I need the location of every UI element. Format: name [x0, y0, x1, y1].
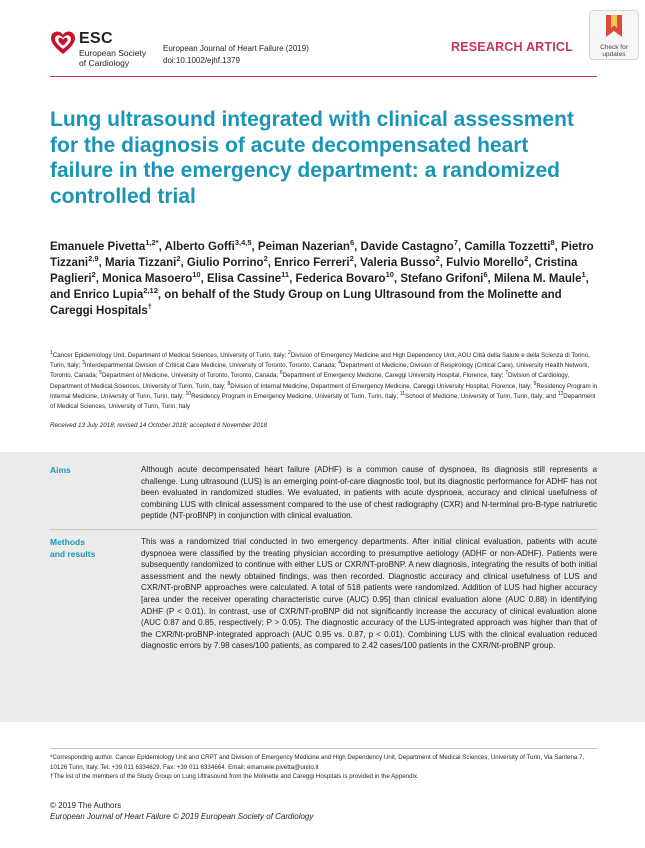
affiliation-number: 11 — [399, 390, 405, 397]
journal-meta — [163, 43, 309, 67]
author-affiliation-mark: 2,12 — [143, 286, 158, 296]
affiliation-number: 10 — [185, 390, 192, 397]
author-affiliation-mark: 2,9 — [88, 254, 99, 264]
affiliation-text: Residency Program in Internal Medicine, University of Turin, Turin, Italy; — [50, 382, 598, 400]
affiliation-number: 4 — [338, 360, 341, 367]
author-affiliation-mark: 6 — [483, 270, 488, 280]
author-affiliation-mark: 6 — [349, 238, 355, 248]
author-affiliation-mark: 10 — [385, 270, 394, 280]
author-name: Milena M. Maule — [493, 273, 582, 285]
author-name: Emanuele Pivetta — [50, 241, 146, 253]
logo-text: ESC — [79, 30, 113, 47]
copyright — [50, 800, 313, 822]
affiliation-number: 9 — [533, 380, 537, 387]
check-for-updates-badge[interactable]: Check for updates — [589, 10, 639, 60]
author-separator: , — [267, 257, 275, 269]
study-group-note: †The list of the members of the Study Group on Lung Ultrasound from the Molinette and Careggi Hospitals is provided in the Appendix. — [50, 773, 419, 781]
author-separator: , — [393, 273, 401, 285]
author-name: Enrico Ferreri — [274, 257, 350, 269]
footnotes — [50, 753, 600, 782]
abstract-divider — [50, 529, 597, 530]
article-title: Lung ultrasound integrated with clinical assessment for the diagnosis of acute decompensated heart failure in the emergency department: a randomized controlled trial — [50, 108, 574, 208]
author-name: Cristina Paglieri — [50, 257, 578, 285]
header-rule — [50, 76, 597, 77]
author-affiliation-mark: 2 — [91, 270, 96, 280]
author-separator: , — [439, 257, 447, 269]
author-affiliation-mark: 3,4,5 — [234, 238, 252, 248]
author-separator: , — [98, 257, 105, 269]
author-affiliation-mark: 10 — [192, 270, 201, 280]
author-separator: , — [353, 257, 361, 269]
author-affiliation-mark: 2 — [176, 254, 181, 264]
methods-heading: Methods and results — [50, 537, 96, 559]
author-name: Pietro Tizzani — [50, 241, 594, 269]
affiliation-number: 3 — [82, 360, 85, 367]
author-separator: , — [487, 273, 494, 285]
affiliation-text: Division of Emergency Medicine and High Dependency Unit, AOU Città della Salute e della Scienza di Torino, Turin, Italy; — [50, 352, 590, 370]
author-separator: , — [585, 273, 589, 285]
heart-logo-icon — [50, 30, 76, 56]
bookmark-icon — [603, 14, 625, 38]
doi-link[interactable]: doi:10.1002/ejhf.1379 — [163, 56, 240, 65]
copyright-line: © 2019 The Authors — [50, 801, 122, 810]
aims-text: Although acute decompensated heart failure (ADHF) is a common cause of dyspnoea, its diagnosis still represents a challenge. Lung ultrasound (LUS) is an emerging point-of-care diagnostic tool, but its diagnostic performance for ADHF has not been evaluated in randomized studies. We evaluated, in patients with acute dyspnoea, accuracy and clinical usefulness of combining LUS with clinical assessment compared to the use of chest radiography (CXR) and N-terminal pro-B-type natriuretic peptide (NT-proBNP) in conjunction with clinical evaluation. — [141, 465, 597, 521]
author-separator: , — [554, 241, 562, 253]
author-separator: , — [200, 273, 207, 285]
affiliations — [50, 351, 600, 412]
journal-copyright-line: European Journal of Heart Failure © 2019 European Society of Cardiology — [50, 812, 314, 821]
author-name: Maria Tizzani — [104, 257, 177, 269]
affiliation-text: Interdepartmental Division of Critical Care Medicine, University of Toronto, Toronto, Canada; — [84, 362, 339, 370]
affiliation-number: 1 — [50, 349, 53, 356]
article-dates: Received 13 July 2018; revised 14 October 2018; accepted 6 November 2018 — [50, 422, 268, 429]
author-list — [50, 239, 600, 319]
author-group: on behalf of the Study Group on Lung Ultrasound from the Molinette and Careggi Hospitals — [50, 289, 562, 317]
author-name: Federica Bovaro — [295, 273, 386, 285]
author-separator: , — [95, 273, 103, 285]
author-affiliation-mark: 1 — [581, 270, 586, 280]
author-separator: , — [157, 289, 165, 301]
author-name: Camilla Tozzetti — [464, 241, 551, 253]
author-name: Monica Masoero — [102, 273, 193, 285]
author-affiliation-mark: 11 — [281, 270, 290, 280]
author-name: Peiman Nazerian — [257, 241, 350, 253]
esc-logo — [50, 28, 162, 70]
author-affiliation-mark: 2 — [524, 254, 529, 264]
author-separator: , — [180, 257, 187, 269]
affiliation-number: 2 — [288, 349, 291, 356]
affiliation-number: 6 — [279, 370, 283, 377]
author-affiliation-mark: 7 — [453, 238, 459, 248]
author-separator: , — [251, 241, 258, 253]
article-type-label: RESEARCH ARTICL — [451, 40, 573, 54]
footnote-rule — [50, 748, 597, 749]
author-affiliation-mark: 2 — [349, 254, 354, 264]
affiliation-text: Department of Medicine, Division of Respirology (Critical Care), University Health Network, Toronto, Canada; — [50, 362, 590, 380]
affiliation-text: Department of Emergency Medicine, Careggi University Hospital, Florence, Italy; — [282, 372, 506, 380]
author-affiliation-mark: 2 — [435, 254, 440, 264]
affiliation-text: School of Medicine, University of Turin, Turin, Italy; and — [405, 392, 558, 400]
aims-heading: Aims — [50, 465, 71, 475]
author-affiliation-mark: 8 — [550, 238, 555, 248]
affiliation-number: 5 — [99, 370, 102, 377]
affiliation-text: Division of Cardiology, Department of Medical Sciences, University of Turin, Turin, Italy; — [50, 372, 570, 390]
affiliation-text: Department of Medical Sciences, University of Turin, Turin, Italy — [50, 392, 596, 411]
affiliation-text: Division of Internal Medicine, Department of Emergency Medicine, Careggi University Hospital, Florence, Italy; — [230, 382, 534, 390]
author-separator: , — [528, 257, 535, 269]
affiliation-text: Cancer Epidemiology Unit, Department of Medical Sciences, University of Turin, Italy; — [52, 352, 289, 359]
author-group-mark: † — [147, 302, 152, 312]
affiliation-text: Department of Medicine, University of Toronto, Toronto, Canada; — [101, 372, 280, 380]
author-affiliation-mark: 2 — [263, 254, 268, 264]
affiliation-text: Residency Program in Emergency Medicine, University of Turin, Turin, Italy; — [191, 392, 400, 400]
author-separator: , — [458, 241, 465, 253]
affiliation-number: 7 — [505, 370, 508, 377]
author-name: Elisa Cassine — [206, 273, 282, 285]
author-name: and Enrico Lupia — [50, 289, 144, 301]
author-name: Stefano Grifoni — [400, 273, 484, 285]
author-separator: , — [289, 273, 296, 285]
methods-results-text: This was a randomized trial conducted in two emergency departments. After initial clinical evaluation, patients with acute dyspnoea were classified by the treating physician according to presumptive aetiology (ADHF or non-ADHF). Patients were subsequently randomized to continue with either LUS or CXR/NT-proBNP. A new diagnosis, integrating the results of both initial assessment and the newly obtained findings, was then recorded. Diagnostic accuracy and clinical usefulness of LUS and CXR/NT-proBNP approaches were calculated. A total of 518 patients were randomized. Addition of LUS had higher accuracy [area under the receiver operating characteristic curve (AUC) 0.95] than clinical evaluation alone (AUC 0.88) in identifying ADHF (P < 0.01). In contrast, use of CXR/NT-proBNP did not significantly increase the accuracy of clinical evaluation alone (AUC 0.87 and 0.85, respectively; P > 0.05). The diagnostic accuracy of the LUS-integrated approach was higher than that of the CXR/Nt-proBNP-integrated approach (AUC 0.95 vs. 0.87, p < 0.01). Combining LUS with the clinical evaluation reduced diagnostic errors by 7.98 cases/100 patients, as compared to 2.42 cases/100 patients in the CXR/Nt-proBNP group. — [141, 537, 597, 651]
corresponding-author-note: *Corresponding author. Cancer Epidemiology Unit and CRPT and Division of Emergency Medicine and High Dependency Unit, Department of Medical Sciences, University of Turin, Via Santena 7, 10126 Turin, Italy. Tel: +39 011 6334629, Fax: +39 011 6334664. Email: emanuele.pivetta@unito.it — [50, 754, 585, 771]
author-separator: , — [354, 241, 361, 253]
structured-abstract — [0, 452, 645, 722]
author-name: Valeria Busso — [360, 257, 436, 269]
author-affiliation-mark: 1,2* — [145, 238, 159, 248]
affiliation-number: 8 — [227, 380, 231, 387]
author-name: Giulio Porrino — [186, 257, 264, 269]
author-name: Alberto Goffi — [164, 241, 235, 253]
author-name: Fulvio Morello — [446, 257, 525, 269]
author-name: Davide Castagno — [360, 241, 454, 253]
author-separator: , — [158, 241, 165, 253]
logo-subtitle: European Society of Cardiology — [79, 48, 147, 68]
journal-name: European Journal of Heart Failure (2019) — [163, 44, 309, 53]
affiliation-number: 12 — [557, 390, 564, 397]
